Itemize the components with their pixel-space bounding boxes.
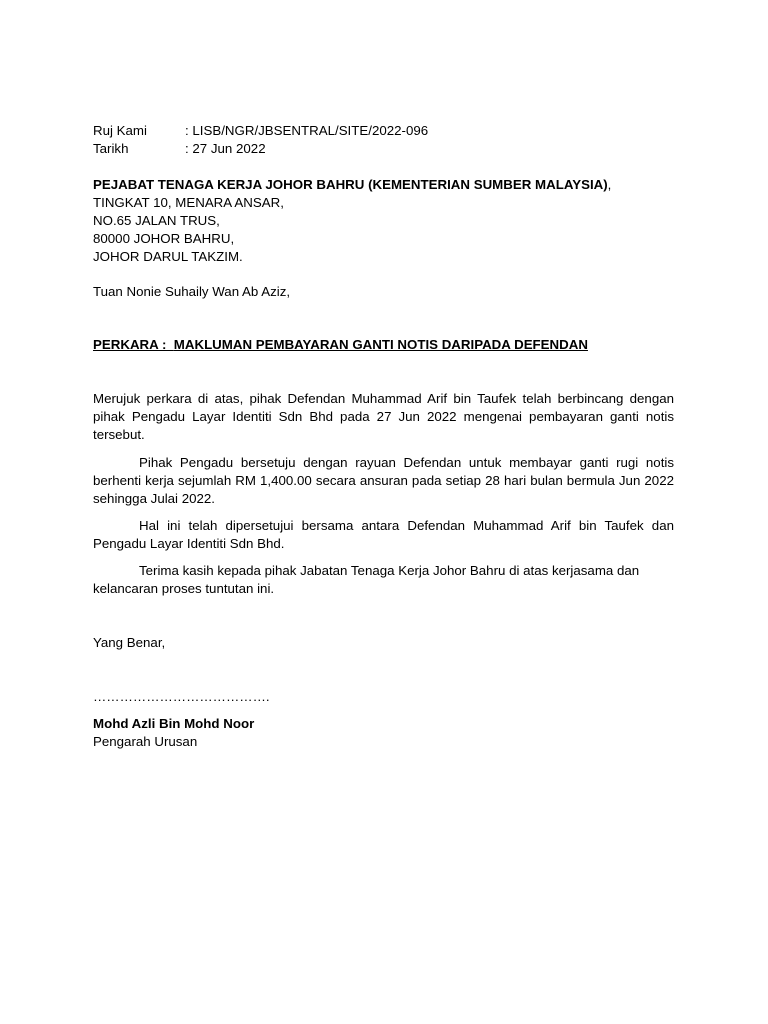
- recipient-address: [93, 176, 611, 266]
- tarikh-value: : 27 Jun 2022: [185, 141, 266, 156]
- ruj-kami-label: Ruj Kami: [93, 123, 147, 138]
- signer-block: [93, 715, 254, 751]
- address-line: TINGKAT 10, MENARA ANSAR,: [93, 195, 284, 210]
- subject-text: MAKLUMAN PEMBAYARAN GANTI NOTIS DARIPADA DEFENDAN: [173, 337, 588, 352]
- tarikh-label: Tarikh: [93, 141, 129, 156]
- address-line: JOHOR DARUL TAKZIM.: [93, 249, 243, 264]
- signer-title: Pengarah Urusan: [93, 734, 198, 749]
- reference-block: [93, 122, 428, 158]
- address-line: 80000 JOHOR BAHRU,: [93, 231, 235, 246]
- signer-name: Mohd Azli Bin Mohd Noor: [93, 716, 255, 731]
- ref-row-tarikh: [93, 140, 428, 158]
- ruj-kami-value: : LISB/NGR/JBSENTRAL/SITE/2022-096: [185, 123, 429, 138]
- body-paragraph-2: Pihak Pengadu bersetuju dengan rayuan Defendan untuk membayar ganti rugi notis berhenti kerja sejumlah RM 1,400.00 secara ansuran pada setiap 28 hari bulan bermula Jun 2022 sehingga Julai 2022.: [93, 455, 674, 506]
- body-paragraph-3: Hal ini telah dipersetujui bersama antara Defendan Muhammad Arif bin Taufek dan Pengadu Layar Identiti Sdn Bhd.: [93, 518, 674, 551]
- recipient-organization: PEJABAT TENAGA KERJA JOHOR BAHRU (KEMENTERIAN SUMBER MALAYSIA): [93, 177, 608, 192]
- subject-line: [93, 336, 588, 354]
- recipient-organization-line: [93, 176, 611, 194]
- closing: Yang Benar,: [93, 635, 166, 650]
- subject-prefix: PERKARA :: [93, 337, 174, 352]
- signature-line: ………………………………….: [93, 689, 270, 704]
- address-line: NO.65 JALAN TRUS,: [93, 213, 220, 228]
- salutation: Tuan Nonie Suhaily Wan Ab Aziz,: [93, 284, 291, 299]
- ref-row-ruj: [93, 122, 428, 140]
- body-paragraph-1: Merujuk perkara di atas, pihak Defendan Muhammad Arif bin Taufek telah berbincang dengan pihak Pengadu Layar Identiti Sdn Bhd pada 27 Jun 2022 mengenai pembayaran ganti notis tersebut.: [93, 391, 674, 442]
- body-paragraph-4: Terima kasih kepada pihak Jabatan Tenaga Kerja Johor Bahru di atas kerjasama dan kelancaran proses tuntutan ini.: [93, 563, 640, 596]
- recipient-organization-suffix: ,: [607, 177, 612, 192]
